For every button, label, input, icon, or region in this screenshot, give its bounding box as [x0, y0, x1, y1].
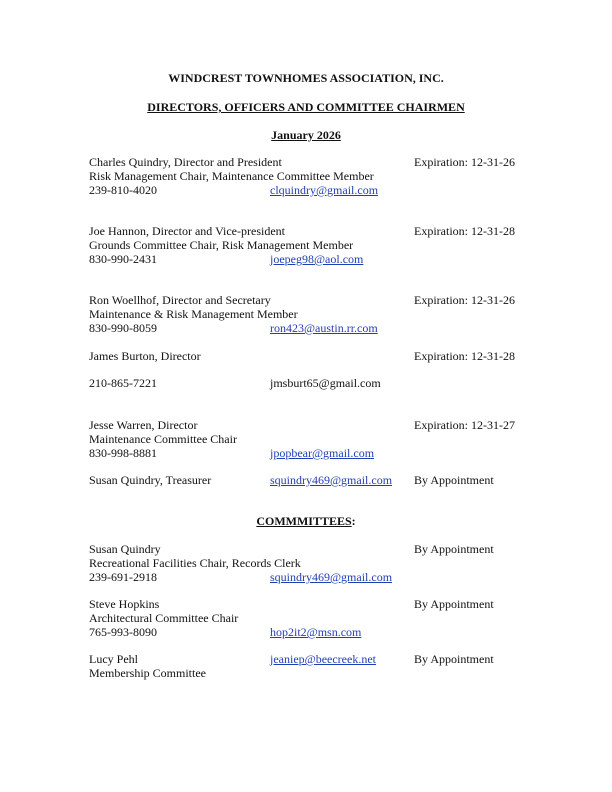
member-name-role: Ron Woellhof, Director and Secretary	[89, 293, 271, 307]
member-email-link[interactable]: ron423@austin.rr.com	[270, 321, 378, 335]
term-expiration: Expiration: 12-31-28	[414, 349, 515, 363]
member-phone: 210-865-7221	[89, 376, 157, 390]
term-expiration: Expiration: 12-31-28	[414, 224, 515, 238]
member-name: Lucy Pehl	[89, 652, 138, 666]
member-email-link[interactable]: hop2it2@msn.com	[270, 625, 362, 639]
member-name-role: James Burton, Director	[89, 349, 201, 363]
term-appointment: By Appointment	[414, 542, 494, 556]
member-name-role: Susan Quindry, Treasurer	[89, 473, 212, 487]
member-name-role: Joe Hannon, Director and Vice-president	[89, 224, 285, 238]
committees-heading	[0, 514, 612, 528]
member-email-text: jmsburt65@gmail.com	[270, 376, 381, 390]
member-name: Steve Hopkins	[89, 597, 160, 611]
member-phone: 239-691-2918	[89, 570, 157, 584]
committees-heading-colon: :	[351, 514, 356, 528]
member-name-role: Charles Quindry, Director and President	[89, 155, 282, 169]
member-duties: Grounds Committee Chair, Risk Management Member	[89, 238, 354, 252]
member-phone: 830-990-2431	[89, 252, 157, 266]
member-phone: 830-998-8881	[89, 446, 157, 460]
term-expiration: Expiration: 12-31-26	[414, 293, 515, 307]
member-email-link[interactable]: squindry469@gmail.com	[270, 473, 393, 487]
term-expiration: Expiration: 12-31-26	[414, 155, 515, 169]
member-email-link[interactable]: jpopbear@gmail.com	[270, 446, 375, 460]
document-date: January 2026	[271, 128, 341, 142]
member-duties: Recreational Facilities Chair, Records Clerk	[89, 556, 301, 570]
member-phone: 239-810-4020	[89, 183, 157, 197]
member-email-link[interactable]: jeaniep@beecreek.net	[270, 652, 376, 666]
member-name-role: Jesse Warren, Director	[89, 418, 198, 432]
member-email-link[interactable]: clquindry@gmail.com	[270, 183, 379, 197]
member-duties: Maintenance & Risk Management Member	[89, 307, 298, 321]
committees-heading-text: COMMMITTEES	[256, 514, 352, 528]
term-expiration: Expiration: 12-31-27	[414, 418, 515, 432]
organization-title: WINDCREST TOWNHOMES ASSOCIATION, INC.	[168, 71, 444, 85]
member-duties: Risk Management Chair, Maintenance Committee Member	[89, 169, 374, 183]
term-appointment: By Appointment	[414, 652, 494, 666]
document-subtitle: DIRECTORS, OFFICERS AND COMMITTEE CHAIRMEN	[147, 100, 465, 114]
member-duties: Membership Committee	[89, 666, 206, 680]
member-phone: 830-990-8059	[89, 321, 157, 335]
member-phone: 765-993-8090	[89, 625, 157, 639]
term-appointment: By Appointment	[414, 597, 494, 611]
member-email-link[interactable]: joepeg98@aol.com	[270, 252, 364, 266]
member-email-link[interactable]: squindry469@gmail.com	[270, 570, 393, 584]
member-duties: Maintenance Committee Chair	[89, 432, 237, 446]
member-duties: Architectural Committee Chair	[89, 611, 239, 625]
member-name: Susan Quindry	[89, 542, 161, 556]
term-appointment: By Appointment	[414, 473, 494, 487]
